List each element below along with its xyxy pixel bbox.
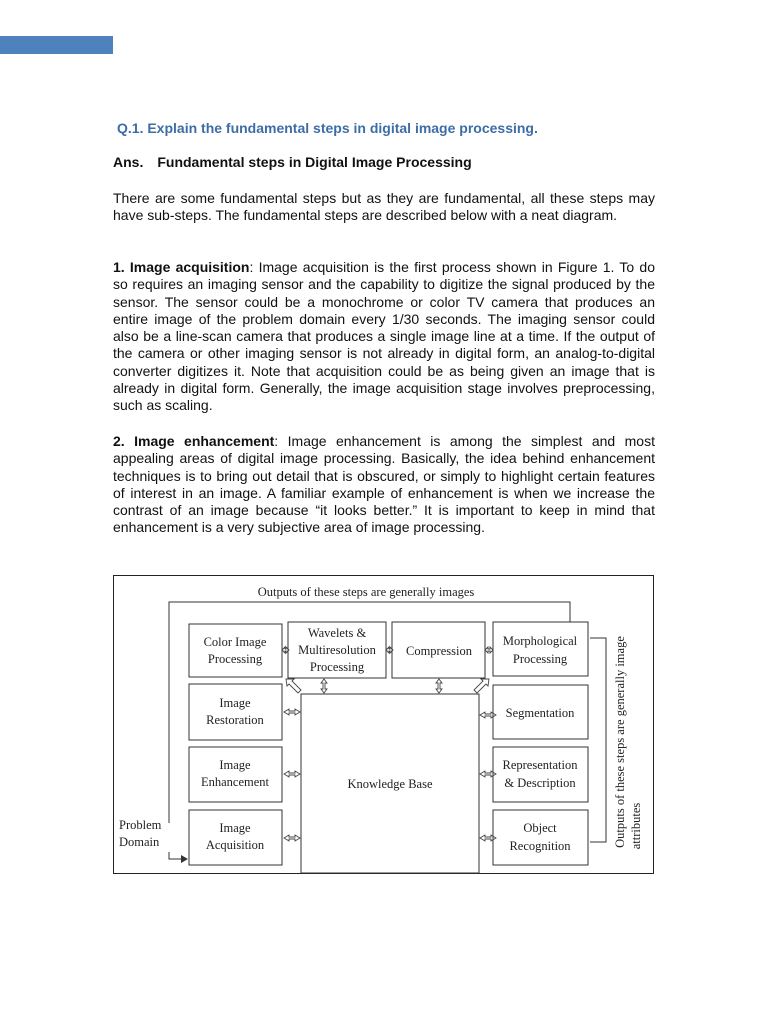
fundamental-steps-diagram — [113, 575, 654, 874]
color-image-processing-box — [189, 624, 282, 677]
section-text: : Image enhancement is among the simplest and most appealing areas of digital image processing. Basically, the idea behind enhancement techniques is to bring out detail that is obscured, or simply to highlight certain features of interest in an image. A familiar example of enhancement is when we increase the contrast of an image because “it looks better.” It is important to keep in mind that enhancement is a very subjective area of image processing. — [113, 433, 655, 536]
color-image-processing-label: Color Image Processing — [203, 635, 267, 666]
morphological-box — [493, 622, 588, 676]
representation-box — [493, 747, 588, 802]
image-acquisition-label: Image Acquisition — [205, 821, 265, 852]
header-accent-bar — [0, 36, 113, 54]
answer-heading — [113, 154, 472, 170]
image-restoration-label: Image Restoration — [206, 696, 264, 727]
compression-label: Compression — [406, 644, 472, 658]
image-enhancement-label: Image Enhancement — [200, 758, 270, 789]
knowledge-base-label: Knowledge Base — [347, 777, 433, 791]
right-output-frame — [590, 638, 606, 842]
problem-domain-arrowhead — [181, 855, 188, 863]
segmentation-label: Segmentation — [505, 706, 575, 720]
object-recognition-box — [493, 810, 588, 865]
section-text: : Image acquisition is the first process shown in Figure 1. To do so requires an imaging sensor and the capability to digitize the signal produced by the sensor. The sensor could be a monochrome or color TV camera that produces an entire image of the problem domain every 1/30 seconds. The imaging sensor could also be a line-scan camera that produces a single image line at a time. If the output of the camera or other imaging sensor is not already in digital form, an analog-to-digital converter digitizes it. Note that acquisition could be as being given an image that is already in digital form. Generally, the image acquisition stage involves preprocessing, such as scaling. — [113, 259, 655, 414]
representation-label: Representation & Description — [502, 758, 578, 790]
wavelets-label: Wavelets & Multiresolution Processing — [298, 626, 376, 674]
side-output-label: Outputs of these steps are generally image — [613, 636, 627, 848]
section-image-enhancement — [113, 433, 655, 537]
side-output-label-2: attributes — [629, 802, 643, 850]
question-heading: Q.1. Explain the fundamental steps in digital image processing. — [117, 120, 538, 136]
morphological-label: Morphological Processing — [502, 634, 578, 666]
object-recognition-label: Object Recognition — [509, 821, 571, 853]
intro-paragraph: There are some fundamental steps but as they are fundamental, all these steps may have sub-steps. The fundamental steps are described below with a neat diagram. — [113, 190, 655, 224]
section-heading: 2. Image enhancement — [113, 433, 275, 449]
section-heading: 1. Image acquisition — [113, 259, 250, 275]
section-image-acquisition — [113, 259, 655, 415]
answer-prefix: Ans. — [113, 154, 144, 170]
top-output-label: Outputs of these steps are generally images — [257, 585, 475, 599]
problem-domain-label: Problem Domain — [119, 818, 162, 849]
answer-title: Fundamental steps in Digital Image Processing — [157, 154, 472, 170]
image-restoration-box — [189, 684, 282, 740]
